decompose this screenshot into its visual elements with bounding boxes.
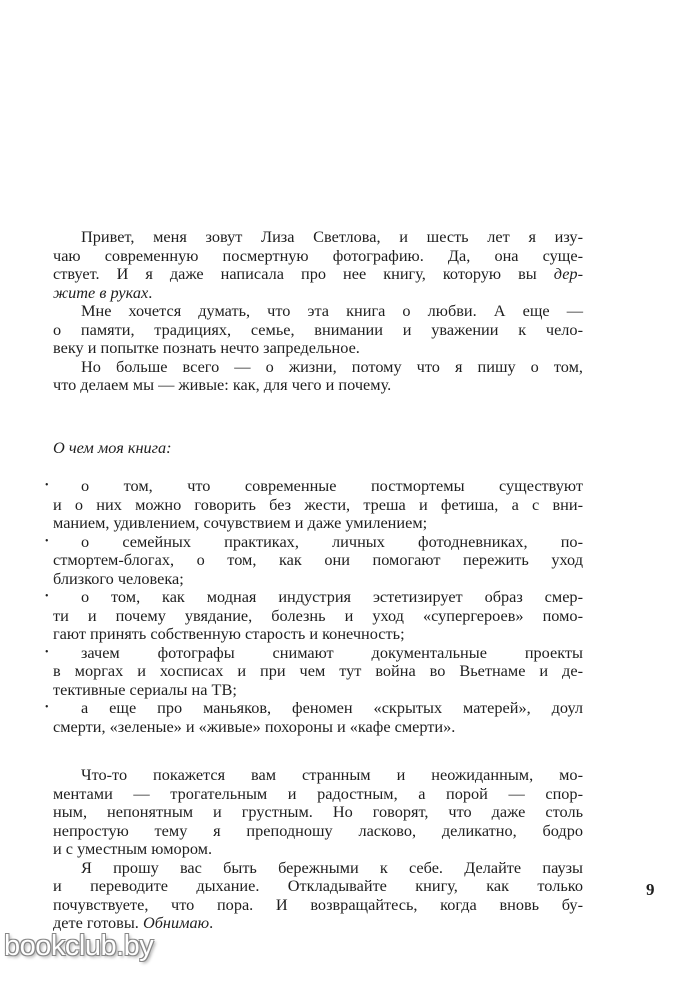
- text-line: Что-то покажется вам странным и неожиданным, мо-: [81, 765, 583, 784]
- text-line: в моргах и хосписах и при чем тут война во Вьетнаме и де-: [53, 661, 583, 680]
- text-line: ти и почему увядание, болезнь и уход «супергероев» помо-: [53, 605, 583, 625]
- text-line: тективные сериалы на ТВ;: [53, 679, 237, 699]
- bullet-icon: •: [45, 702, 49, 713]
- text-line: чаю современную посмертную фотографию. Да, она суще-: [53, 245, 583, 265]
- list-item: [45, 476, 583, 533]
- text-line: о том, что современные постмортемы существуют: [81, 476, 583, 495]
- page-number: 9: [646, 880, 655, 899]
- intro-section: [53, 228, 583, 395]
- text-line: ным, непонятным и грустным. Но говорят, что даже столь: [53, 802, 583, 821]
- text-line: ментами — трогательным и радостным, а порой — спор-: [53, 783, 583, 803]
- text-line: о том, как модная индустрия эстетизирует образ смер-: [81, 587, 583, 606]
- list-item: [45, 642, 583, 700]
- text-span: .: [209, 913, 214, 932]
- list-heading: О чем моя книга:: [53, 438, 172, 457]
- text-span: дете готовы.: [53, 913, 143, 932]
- text-line: веку и попытке познать нечто запредельное.: [53, 338, 360, 357]
- list-item: [45, 531, 583, 589]
- watermark-logo: bookclub.by: [4, 930, 154, 962]
- text-line: Привет, меня зовут Лиза Светлова, и шесть лет я изу-: [81, 227, 583, 246]
- text-span: ствует. И я даже написала про нее книгу, которую вы: [53, 264, 554, 283]
- italic-span: Обнимаю: [142, 913, 210, 932]
- text-line: что делаем мы — живые: как, для чего и почему.: [53, 375, 392, 394]
- topic-list: [45, 476, 583, 736]
- text-line: и переводите дыхание. Откладывайте книгу, как только: [53, 876, 583, 895]
- bullet-icon: •: [45, 480, 49, 491]
- text-line: смерти, «зеленые» и «живые» похороны и «кафе смерти».: [53, 716, 456, 736]
- text-line: о семейных практиках, личных фотодневниках, по-: [81, 531, 583, 551]
- outro-section: [53, 766, 583, 933]
- text-line: стмортем-блогах, о том, как они помогают пережить уход: [53, 550, 583, 569]
- list-item: [45, 698, 583, 736]
- list-item: [45, 587, 583, 644]
- bullet-icon: •: [45, 646, 49, 658]
- text-line: а еще про маньяков, феномен «скрытых матерей», доул: [81, 698, 583, 717]
- text-line: близкого человека;: [53, 568, 184, 588]
- text-line: и о них можно говорить без жести, треша и фетиша, а с вни-: [53, 494, 583, 514]
- bullet-icon: •: [45, 535, 49, 547]
- italic-span: дер-: [553, 264, 583, 283]
- text-line: манием, удивлением, сочувствием и даже умилением;: [53, 513, 428, 532]
- text-line: и с уместным юмором.: [53, 839, 213, 858]
- text-span: .: [148, 282, 153, 302]
- text-line: гают принять собственную старость и конечность;: [53, 624, 405, 643]
- text-line: о памяти, традициях, семье, внимании и уважении к чело-: [53, 319, 583, 339]
- bullet-icon: •: [45, 591, 49, 602]
- text-line: Мне хочется думать, что эта книга о любви. А еще —: [81, 301, 583, 320]
- text-line: [53, 265, 583, 284]
- text-line: зачем фотографы снимают документальные проекты: [81, 642, 583, 662]
- text-line: Я прошу вас быть бережными к себе. Делайте паузы: [81, 857, 583, 877]
- text-line: [53, 284, 583, 303]
- italic-span: жите в руках: [53, 282, 149, 302]
- text-line: почувствуете, что пора. И возвращайтесь, когда вновь бу-: [53, 894, 583, 914]
- text-line: Но больше всего — о жизни, потому что я пишу о том,: [81, 356, 583, 376]
- text-line: непростую тему я преподношу ласково, деликатно, бодро: [53, 820, 583, 840]
